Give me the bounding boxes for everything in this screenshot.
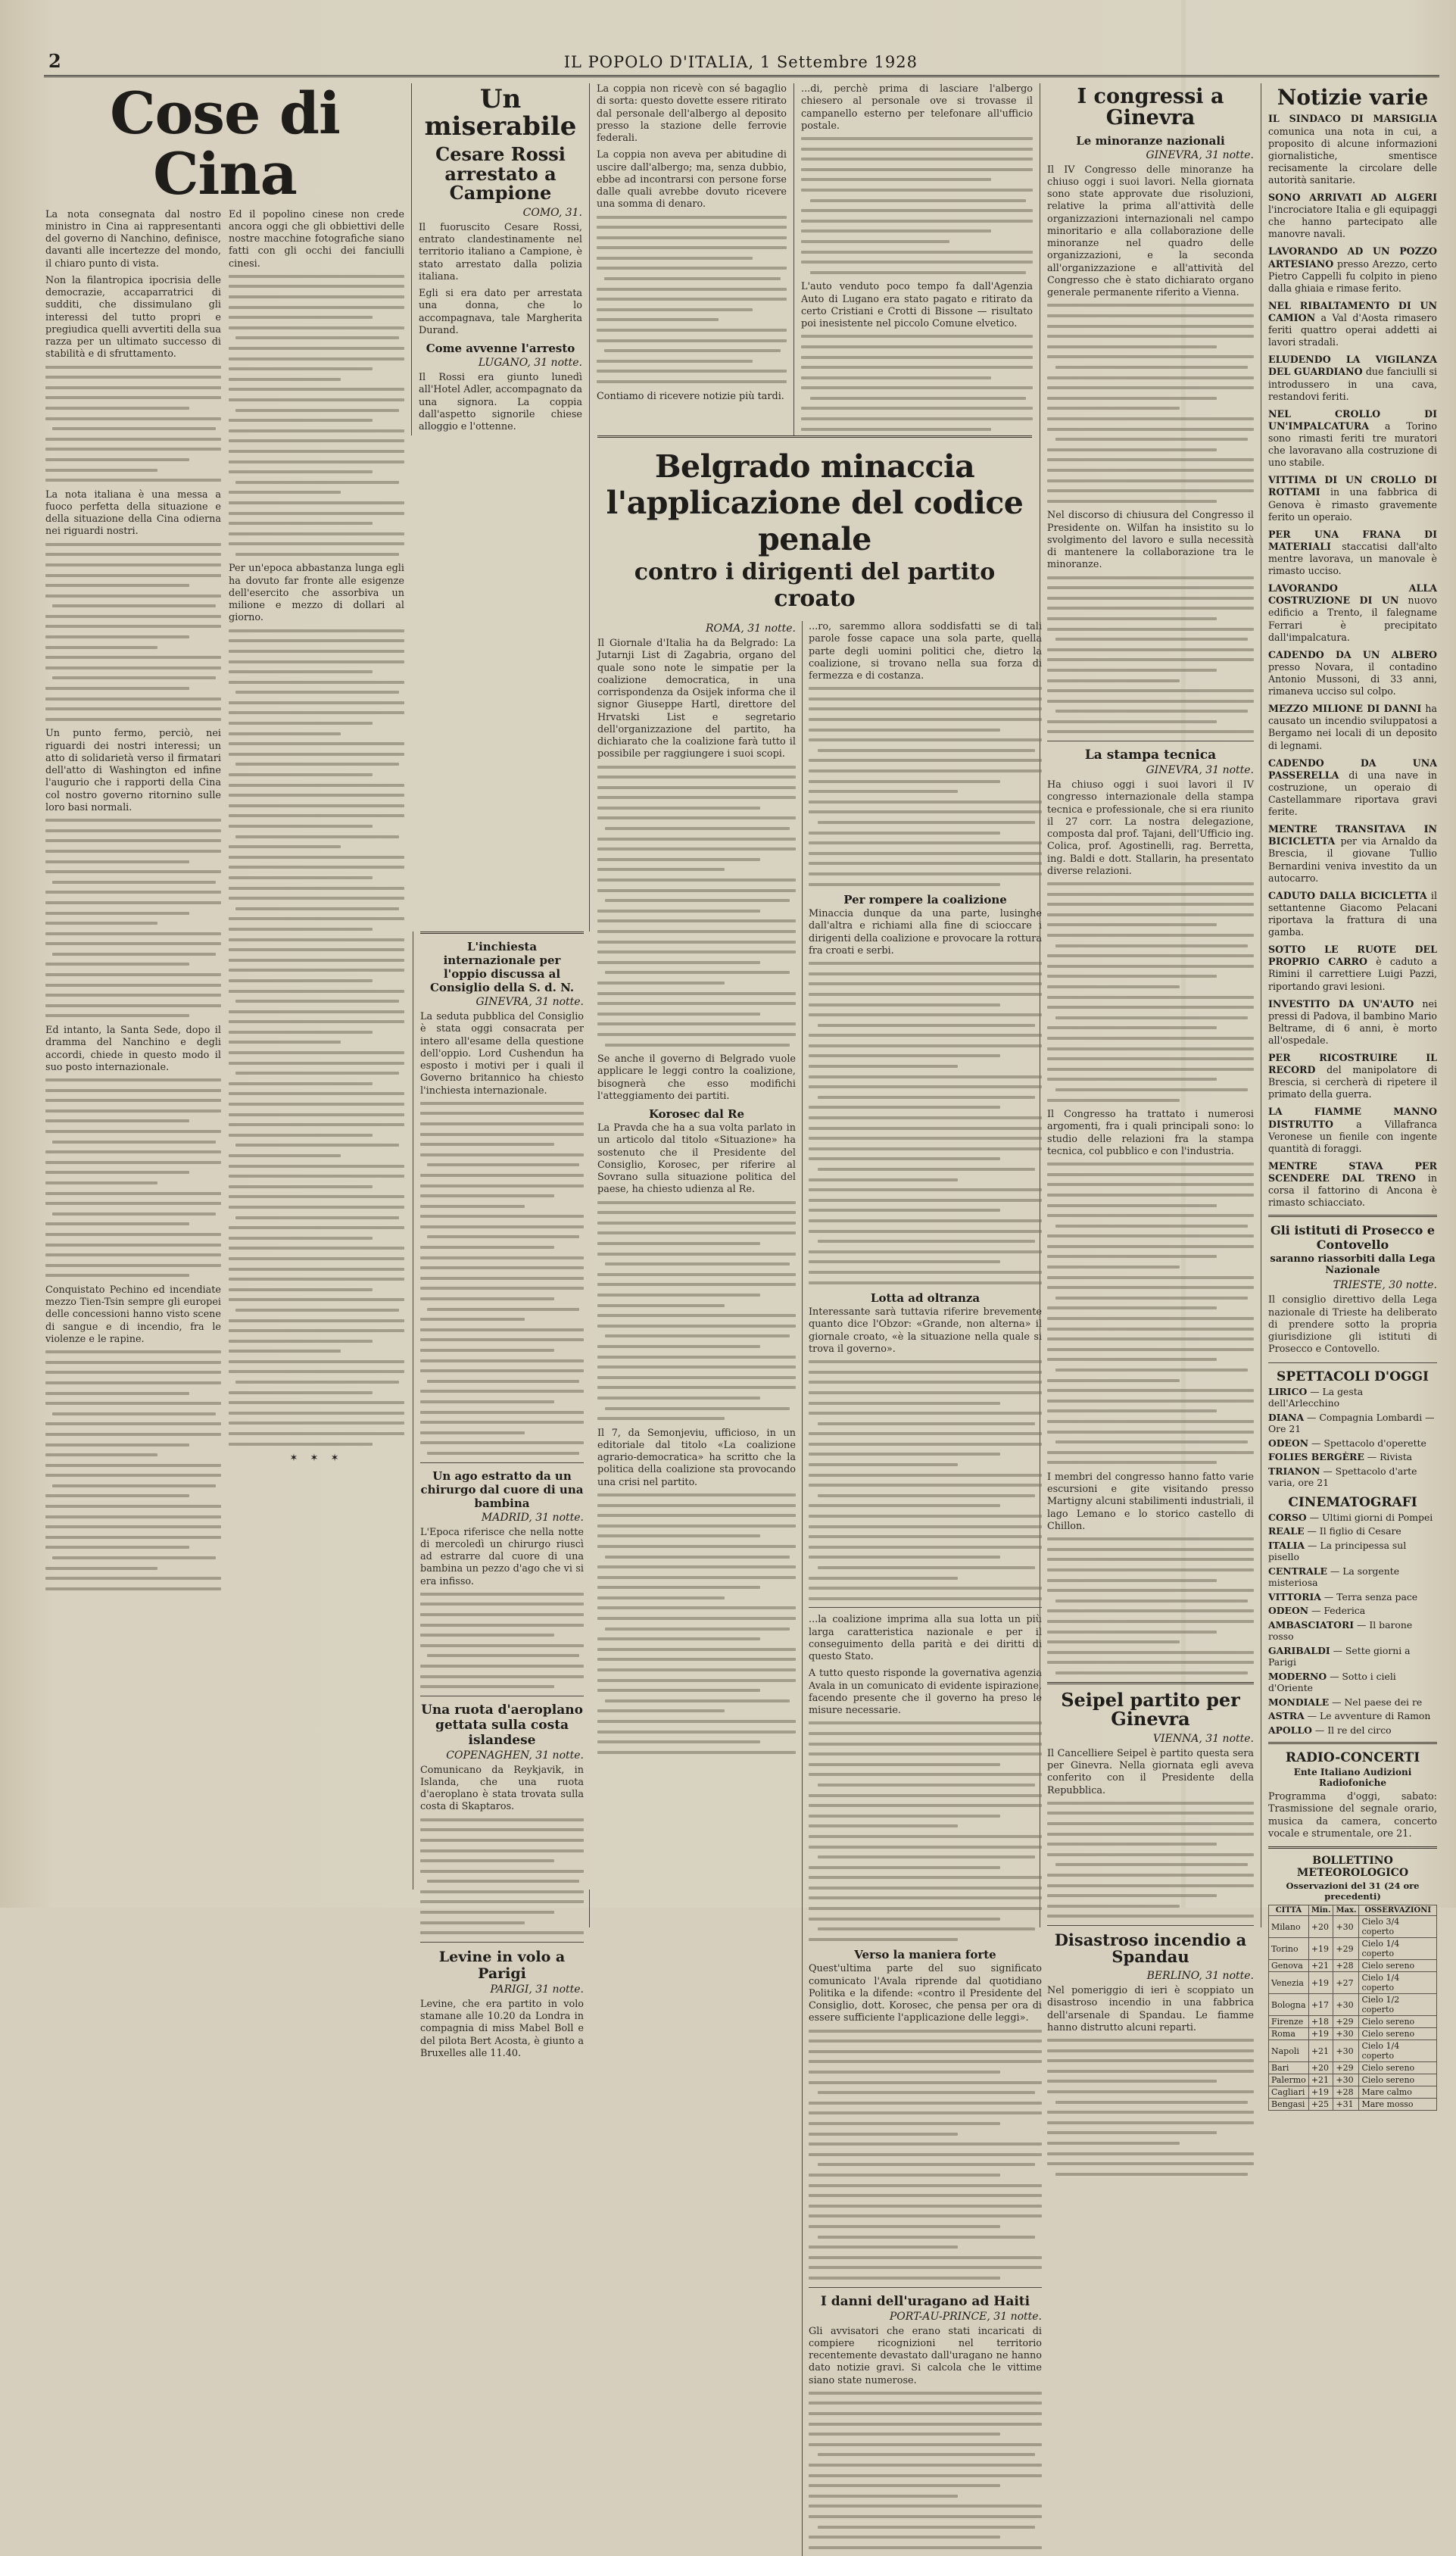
dateline: ROMA, 31 notte. (705, 623, 796, 635)
page-number: 2 (48, 50, 62, 72)
table-header-row: CITTÀ Min. Max. OSSERVAZIONI (1269, 1905, 1437, 1916)
article-text-block (1047, 882, 1254, 1101)
section-heading: RADIO-CONCERTI (1285, 1750, 1420, 1766)
article-text-block (597, 1493, 796, 1754)
section-heading: Disastroso incendio a Spandau (1054, 1930, 1247, 1967)
section-heading: La stampa tecnica (1084, 747, 1217, 763)
listing-row: GARIBALDI — Sette giorni a Parigi (1268, 1644, 1411, 1668)
article-paragraph: La coppia non aveva per abitudine di uscire dall'albergo; ma, senza dubbio, ebbe ad incontrarsi con persone forse dalle quali avrebbe dovuto ricevere una somma di denaro. (597, 149, 787, 211)
article-paragraph: La Pravda che ha a sua volta parlato in un articolo dal titolo «Situazione» ha sostenuto che il Presidente del Consiglio, Korosec, per riferire al Sovrano sulla situazione politica del paese, ha chiesto udienza al Re. (597, 1122, 796, 1196)
listing-row: ASTRA — Le avventure di Ramon (1268, 1710, 1431, 1722)
dateline: GINEVRA, 31 notte. (1146, 148, 1254, 161)
article-un-miserabile (411, 83, 589, 435)
section-heading: Gli istituti di Prosecco e Contovello (1270, 1223, 1436, 1253)
dateline: GINEVRA, 31 notte. (475, 996, 584, 1008)
section-heading: Una ruota d'aeroplano gettata sulla costa islandese (421, 1702, 583, 1748)
table-row: Milano +20 +30 Cielo 3/4 coperto (1269, 1916, 1437, 1938)
article-paragraph: Nel discorso di chiusura del Congresso il Presidente on. Wilfan ha insistito su lo svolgimento del lavoro e sulla necessità di mantenere la collaborazione tra le minoranze. (1047, 510, 1254, 571)
table-row: Firenze +18 +29 Cielo sereno (1269, 2016, 1437, 2028)
dateline: GINEVRA, 31 notte. (1146, 764, 1254, 777)
news-item: LAVORANDO ALLA COSTRUZIONE DI UN nuovo edificio a Trento, il falegname Ferrari è precipitato dall'impalcatura. (1268, 582, 1437, 643)
article-subtitle: contro i dirigenti del partito croato (634, 559, 996, 612)
article-text-block (809, 2392, 1042, 2549)
article-text-block (1047, 1802, 1254, 1918)
table-row: Palermo +21 +30 Cielo sereno (1269, 2074, 1437, 2086)
dateline: PORT-AU-PRINCE, 31 notte. (889, 2310, 1042, 2323)
article-title: Belgrado minaccia l'applicazione del codice penale (606, 448, 1024, 557)
article-paragraph: Il IV Congresso delle minoranze ha chiuso oggi i suoi lavori. Nella giornata sono state approvate due risoluzioni, relative la prima all'attività delle organizzazioni internazionali nel campo minoritario e alla collaborazione delle minoranze nel quadro delle organizzazioni, e la seconda all'organizzazione e all'attività del Congresso che è stato dichiarato organo generale permanente riferito a Vienna. (1047, 164, 1254, 299)
article-paragraph: Ha chiuso oggi i suoi lavori il IV congresso internazionale della stampa tecnica e professionale, che si era riunito il 27 corr. La nostra delegazione, composta dal prof. Tajani, dell'Ufficio ing. Colica, prof. Agostinelli, rag. Berretta, ing. Baldi e dott. Stallarin, ha presentato diverse relazioni. (1047, 779, 1254, 877)
article-paragraph: Programma d'oggi, sabato: Trasmissione del segnale orario, musica da camera, concerto vocale e strumentale, ore 21. (1268, 1791, 1437, 1840)
dateline: PARIGI, 31 notte. (490, 1983, 584, 1996)
belgrado-column-1 (597, 621, 802, 2556)
article-paragraph: Ed il popolino cinese non crede ancora oggi che gli obbiettivi delle nostre macchine fotografiche siano fatti con gli occhi dei fanciulli cinesi. (229, 208, 404, 270)
section-heading: Levine in volo a Parigi (438, 1948, 566, 1982)
article-text-block (229, 629, 404, 931)
section-heading: SPETTACOLI D'OGGI (1277, 1369, 1429, 1384)
article-text-block (809, 2030, 1042, 2280)
article-notizie-varie (1261, 83, 1444, 2110)
cinema-listings (1268, 1512, 1437, 1737)
news-item: VITTIMA DI UN CROLLO DI ROTTAMI in una fabbrica di Genova è rimasto gravemente ferito un operaio. (1268, 474, 1437, 523)
listing-row: REALE — Il figlio di Cesare (1268, 1525, 1401, 1537)
article-paragraph: Il 7, da Semonjeviu, ufficioso, in un editoriale dal titolo «La coalizione agrario-democratica» ha scritto che la politica della coalizione sta provocando una crisi nel partito. (597, 1427, 796, 1488)
news-item: NEL RIBALTAMENTO DI UN CAMION a Val d'Aosta rimasero feriti quattro operai addetti ai lavori stradali. (1268, 299, 1437, 348)
section-heading: Lotta ad oltranza (870, 1291, 981, 1306)
article-paragraph: Nel pomeriggio di ieri è scoppiato un disastroso incendio in una fabbrica dell'arsenale di Spandau. Le fiamme hanno distrutto alcuni reparti. (1047, 1985, 1254, 2033)
news-item: CADENDO DA UN ALBERO presso Novara, il contadino Antonio Mussoni, di 33 anni, rimaneva ucciso sul colpo. (1268, 648, 1437, 698)
article-text-block (420, 1102, 584, 1455)
article-paragraph: Un punto fermo, perciò, nei riguardi dei nostri interessi; un atto di solidarietà verso il firmatari dell'atto di Washington ed infine l'augurio che i rapporti della Cina col nostro governo ritornino sulle loro basi normali. (45, 728, 221, 813)
article-text-block (597, 216, 787, 384)
article-paragraph: Non la filantropica ipocrisia delle democrazie, accaparratrici di sudditi, che dissimulano gli interessi del tutto propri e pregiudica quelli avvertiti della sua razza per un ultimato successo di stabilità e di sfruttamento. (45, 274, 221, 360)
article-title: Notizie varie (1277, 85, 1429, 110)
news-items-list (1268, 113, 1437, 1209)
article-paragraph: Quest'ultima parte del suo significato comunicato l'Avala riprende dal quotidiano Politika e la difende: «contro il Presidente del Consiglio, dott. Korosec, che pensa per ora di essere sufficiente l'applicazione delle leggi». (809, 1963, 1042, 2024)
listing-row: CORSO — Ultimi giorni di Pompei (1268, 1511, 1433, 1523)
table-row: Napoli +21 +30 Cielo 1/4 coperto (1269, 2040, 1437, 2062)
article-text-block (809, 1360, 1042, 1600)
belgrado-column-2 (802, 621, 1048, 2556)
listing-row: FOLIES BERGÈRE — Rivista (1268, 1451, 1413, 1463)
newspaper-title-date: IL POPOLO D'ITALIA, 1 Settembre 1928 (563, 53, 918, 71)
section-subheading: Osservazioni del 31 (24 ore precedenti) (1286, 1880, 1420, 1902)
article-paragraph: A tutto questo risponde la governativa agenzia Avala in un comunicato di evidente ispirazione, facendo presente che il governo ha preso le misure necessarie. (809, 1668, 1042, 1717)
section-heading: Per rompere la coalizione (843, 893, 1007, 907)
article-paragraph: Il Rossi era giunto lunedì all'Hotel Adler, accompagnato da una signora. La coppia dall'aspetto signorile chiese alloggio e l'ottenne. (419, 372, 582, 433)
article-text-block (801, 335, 1033, 430)
table-row: Cagliari +19 +28 Mare calmo (1269, 2086, 1437, 2099)
article-continuation (589, 83, 793, 435)
article-text-block (1047, 1537, 1254, 1674)
section-heading: Un ago estratto da un chirurgo dal cuore di una bambina (420, 1468, 584, 1510)
theatre-listings (1268, 1386, 1437, 1489)
article-paragraph: Interessante sarà tuttavia riferire brevemente quanto dice l'Obzor: «Grande, non alterna» il giornale croato, «è la situazione nella quale si trova il governo». (809, 1306, 1042, 1355)
table-row: Bologna +17 +30 Cielo 1/2 coperto (1269, 1994, 1437, 2016)
listing-row: ODEON — Spettacolo d'operette (1268, 1437, 1426, 1449)
section-heading: Le minoranze nazionali (1076, 133, 1225, 148)
article-end-mark: ✶ ✶ ✶ (289, 1453, 344, 1465)
article-subtitle: Cesare Rossi arrestato a Campione (435, 143, 566, 204)
masthead (44, 50, 1439, 77)
article-paragraph: Levine, che era partito in volo stamane alle 10.20 da Londra in compagnia di miss Mabel Boll e del pilota Bert Acosta, è giunto a Bruxelles alle 11.40. (420, 1998, 584, 2059)
article-paragraph: Egli si era dato per arrestata una donna, che lo accompagnava, tale Margherita Durand. (419, 288, 582, 336)
article-text-block (809, 687, 1042, 885)
listing-row: MODERNO — Sotto i cieli d'Oriente (1268, 1670, 1396, 1694)
listing-row: ITALIA — La principessa sul pisello (1268, 1539, 1407, 1563)
listing-row: LIRICO — La gesta dell'Arlecchino (1268, 1385, 1364, 1409)
article-text-block (45, 819, 221, 1017)
listing-row: CENTRALE — La sorgente misteriosa (1268, 1565, 1400, 1589)
dateline: COPENAGHEN, 31 notte. (446, 1749, 584, 1762)
section-heading: Korosec dal Re (648, 1107, 745, 1122)
table-row: Roma +19 +30 Cielo sereno (1269, 2028, 1437, 2040)
news-item: SONO ARRIVATI AD ALGERI l'incrociatore Italia e gli equipaggi che hanno partecipato alle manovre navali. (1268, 192, 1437, 240)
section-heading: Seipel partito per Ginevra (1061, 1688, 1240, 1730)
article-text-block (809, 1721, 1042, 1940)
listing-row: APOLLO — Il re del circo (1268, 1724, 1392, 1736)
article-continuation (793, 83, 1040, 435)
article-text-block (801, 137, 1033, 274)
news-item: PER RICOSTRUIRE IL RECORD del manipolatore di Brescia, si cercherà di ripetere il primato della guerra. (1268, 1052, 1437, 1100)
article-text-block (1047, 2039, 1254, 2176)
article-paragraph: Il Cancelliere Seipel è partito questa sera per Ginevra. Nella giornata egli aveva conferito con il Presidente della Repubblica. (1047, 1747, 1254, 1796)
article-text-block (1047, 304, 1254, 502)
article-paragraph: La seduta pubblica del Consiglio è stata oggi consacrata per intero all'esame della questione dell'oppio. Lord Cushendun ha esposto i motivi per i quali il Governo britannico ha chiesto l'inchiesta internazionale. (420, 1011, 584, 1097)
article-text-block (229, 938, 404, 1240)
table-row: Torino +19 +29 Cielo 1/4 coperto (1269, 1938, 1437, 1960)
news-item: MENTRE STAVA PER SCENDERE DAL TRENO in corsa il fattorino di Ancona è rimasto schiacciato. (1268, 1159, 1437, 1209)
article-paragraph: Il Giornale d'Italia ha da Belgrado: La Jutarnji List di Zagabria, organo del quale sono note le simpatie per la coalizione democratica, in una corrispondenza da Osijek informa che il signor Giuseppe Hartl, direttore del Hrvatski List e segretario dell'organizzazione del partito, ha dichiarato che la coalizione farà tutto il possibile per raggiungere i suoi scopi. (597, 638, 796, 760)
article-paragraph: Il fuoruscito Cesare Rossi, entrato clandestinamente nel territorio italiano a Campione, è stato arrestato dalla polizia italiana. (419, 221, 582, 282)
dateline: COMO, 31. (522, 206, 582, 219)
article-cose-di-cina (44, 80, 411, 1927)
article-paragraph: ...di, perchè prima di lasciare l'albergo chiesero al personale ove si trovasse il campanello esterno per telefonare all'ufficio postale. (801, 83, 1033, 132)
weather-table (1268, 1905, 1437, 2111)
news-item: INVESTITO DA UN'AUTO nei pressi di Padova, il bambino Mario Beltrame, di 6 anni, è morto all'ospedale. (1268, 997, 1437, 1046)
article-paragraph: Contiamo di ricevere notizie più tardi. (597, 390, 784, 402)
table-row: Genova +21 +28 Cielo sereno (1269, 1960, 1437, 1972)
article-paragraph: Se anche il governo di Belgrado vuole applicare le leggi contro la coalizione, bisognerà che esso modifichi l'atteggiamento dei partiti. (597, 1053, 796, 1102)
listing-row: AMBASCIATORI — Il barone rosso (1268, 1618, 1413, 1643)
article-paragraph: Minaccia dunque da una parte, lusinghe dall'altra e richiami alla fine di scioccare i dirigenti della coalizione e provocare la rottura fra croati e serbi. (809, 908, 1042, 957)
listing-row: DIANA — Compagnia Lombardi — Ore 21 (1268, 1411, 1435, 1435)
article-title: Cose di Cina (110, 80, 340, 208)
news-item: LA FIAMME MANNO DISTRUTTO a Villafranca Veronese un fienile con ingente quantità di foraggi. (1268, 1106, 1437, 1154)
section-heading: CINEMATOGRAFI (1288, 1494, 1417, 1510)
section-heading: BOLLETTINO METEOROLOGICO (1296, 1855, 1409, 1880)
article-paragraph: Il Congresso ha trattato i numerosi argomenti, fra i quali principali sono: lo studio delle relazioni fra la stampa tecnica, col pubblico e con l'industria. (1047, 1109, 1254, 1157)
article-text-block (597, 766, 796, 1047)
news-item: MEZZO MILIONE DI DANNI ha causato un incendio sviluppatosi a Bergamo nei locali di un deposito di legnami. (1268, 703, 1437, 751)
listing-row: ODEON — Federica (1268, 1605, 1366, 1617)
news-item: PER UNA FRANA DI MATERIALI staccatisi dall'alto mentre lavorava, un manovale è rimasto ucciso. (1268, 528, 1437, 577)
article-title: Un miserabile (424, 84, 577, 142)
article-paragraph: Per un'epoca abbastanza lunga egli ha dovuto far fronte alle esigenze dell'esercito che assorbiva un milione e mezzo di dollari al giorno. (229, 563, 404, 624)
news-item: CADUTO DALLA BICICLETTA il settantenne Giacomo Pelacani riportava la frattura di una gamba. (1268, 889, 1437, 938)
article-text-block (45, 366, 221, 482)
listing-row: TRIANON — Spettacolo d'arte varia, ore 21 (1268, 1465, 1417, 1489)
news-item: IL SINDACO DI MARSIGLIA comunica una nota in cui, a proposito di alcune informazioni giornalistiche, smentisce recisamente la circolare delle autorità sanitarie. (1268, 113, 1437, 186)
article-paragraph: La nota italiana è una messa a fuoco perfetta della situazione e della situazione della Cina odierna nei riguardi nostri. (45, 488, 221, 538)
table-row: Bengasi +25 +31 Mare mosso (1269, 2099, 1437, 2111)
article-text-block (45, 543, 221, 721)
article-paragraph: L'auto venduto poco tempo fa dall'Agenzia Auto di Lugano era stato pagato e ritirato da certo Cristiani e Crotti di Bissone — risultato poi inesistente nel piccolo Comune elvetico. (801, 281, 1033, 330)
article-text-block (1047, 1163, 1254, 1464)
article-title: I congressi a Ginevra (1077, 85, 1224, 130)
article-paragraph: Ed intanto, la Santa Sede, dopo il dramma del Nanchino e degli accordi, chiede in questo modo il suo posto internazionale. (45, 1025, 221, 1073)
article-paragraph: I membri del congresso hanno fatto varie escursioni e gite visitando presso Martigny alcuni stabilimenti industriali, il lago Lemano e lo storico castello di Chillon. (1047, 1471, 1254, 1532)
table-row: Bari +20 +29 Cielo sereno (1269, 2062, 1437, 2074)
news-item: MENTRE TRANSITAVA IN BICICLETTA per via Arnaldo da Brescia, il giovane Tullio Bernardini veniva investito da un autocarro. (1268, 823, 1437, 884)
article-text-block (1047, 576, 1254, 734)
article-paragraph: Il consiglio direttivo della Lega nazionale di Trieste ha deliberato di prendere sotto la propria giurisdizione gli istituti di Prosecco e Contovello. (1268, 1294, 1437, 1356)
article-belgrado (589, 435, 1042, 2386)
section-heading: I danni dell'uragano ad Haiti (820, 2293, 1030, 2309)
news-item: CADENDO DA UNA PASSERELLA di una nave in costruzione, un operaio di Castellammare riportava gravi ferite. (1268, 757, 1437, 818)
news-item: NEL CROLLO DI UN'IMPALCATURA a Torino sono rimasti feriti tre muratori che lavoravano alla costruzione di uno stabile. (1268, 407, 1437, 469)
column-2-lower-stories (413, 932, 591, 2059)
article-paragraph: Conquistato Pechino ed incendiate mezzo Tien-Tsin sempre gli europei delle concessioni hanno visto scene di sangue e di incendio, fra le violenze e le rapine. (45, 1284, 221, 1345)
article-text-block (420, 1818, 584, 1935)
section-heading: Verso la maniera forte (854, 1948, 996, 1962)
article-text-block (420, 1593, 584, 1688)
article-paragraph: La coppia non ricevè con sé bagaglio di sorta: questo dovette essere ritirato dal personale dell'albergo al deposito presso la stazione delle ferrovie federali. (597, 83, 787, 144)
article-paragraph: Gli avvisatori che erano stati incaricati di compiere ricognizioni nel territorio recentemente devastato dall'uragano ne hanno dato notizie gravi. Si calcola che le vittime siano state numerose. (809, 2325, 1042, 2386)
article-paragraph: Comunicano da Reykjavik, in Islanda, che una ruota d'aeroplano è stata trovata sulla costa di Skaptaros. (420, 1764, 584, 1813)
section-subheading: saranno riassorbiti dalla Lega Nazionale (1270, 1253, 1436, 1277)
dateline: LUGANO, 31 notte. (478, 357, 582, 370)
dateline: VIENNA, 31 notte. (1152, 1732, 1254, 1745)
article-text-block (229, 1247, 404, 1445)
dateline: BERLINO, 31 notte. (1146, 1970, 1254, 1983)
listing-row: MONDIALE — Nel paese dei re (1268, 1696, 1423, 1708)
article-paragraph: L'Epoca riferisce che nella notte di mercoledì un chirurgo riuscì ad estrarre dal cuore di una bambina un pezzo d'ago che vi si era infisso. (420, 1526, 584, 1587)
section-heading: Come avvenne l'arresto (426, 342, 575, 356)
article-paragraph: ...ro, saremmo allora soddisfatti se di tali parole fosse capace una sola parte, quella parte degli uomini politici che, dietro la coalizione, si trovano nella sua forza di fermezza e di costanza. (809, 621, 1042, 682)
news-item: LAVORANDO AD UN POZZO ARTESIANO presso Arezzo, certo Pietro Cappelli fu colpito in pieno dalla ghiaia e rimase ferito. (1268, 245, 1437, 294)
article-congressi-ginevra (1040, 83, 1261, 2033)
section-heading: L'inchiesta internazionale per l'oppio discussa al Consiglio della S. d. N. (429, 940, 575, 994)
table-row: Venezia +19 +27 Cielo 1/4 coperto (1269, 1972, 1437, 1994)
section-subheading: Ente Italiano Audizioni Radiofoniche (1293, 1767, 1412, 1789)
listing-row: VITTORIA — Terra senza pace (1268, 1590, 1418, 1603)
news-item: ELUDENDO LA VIGILANZA DEL GUARDIANO due fanciulli si introdussero in una cava, restandovi feriti. (1268, 354, 1437, 402)
article-text-block (45, 1350, 221, 1590)
article-paragraph: ...la coalizione imprima alla sua lotta un più larga caratteristica nazionale e per il conseguimento della parità e dei diritti di questo Stato. (809, 1614, 1042, 1663)
dateline: MADRID, 31 notte. (481, 1511, 584, 1524)
article-text-block (45, 1078, 221, 1277)
article-text-block (597, 1201, 796, 1420)
dateline: TRIESTE, 30 notte. (1333, 1279, 1437, 1292)
article-text-block (229, 275, 404, 556)
news-item: SOTTO LE RUOTE DEL PROPRIO CARRO è caduto a Rimini il carrettiere Luigi Pazzi, riportando gravi lesioni. (1268, 944, 1437, 992)
article-text-block (809, 962, 1042, 1284)
article-paragraph: La nota consegnata dal nostro ministro in Cina ai rappresentanti del governo di Nanchino, definisce, davanti alle incertezze del mondo, il chiaro punto di vista. (45, 208, 221, 270)
